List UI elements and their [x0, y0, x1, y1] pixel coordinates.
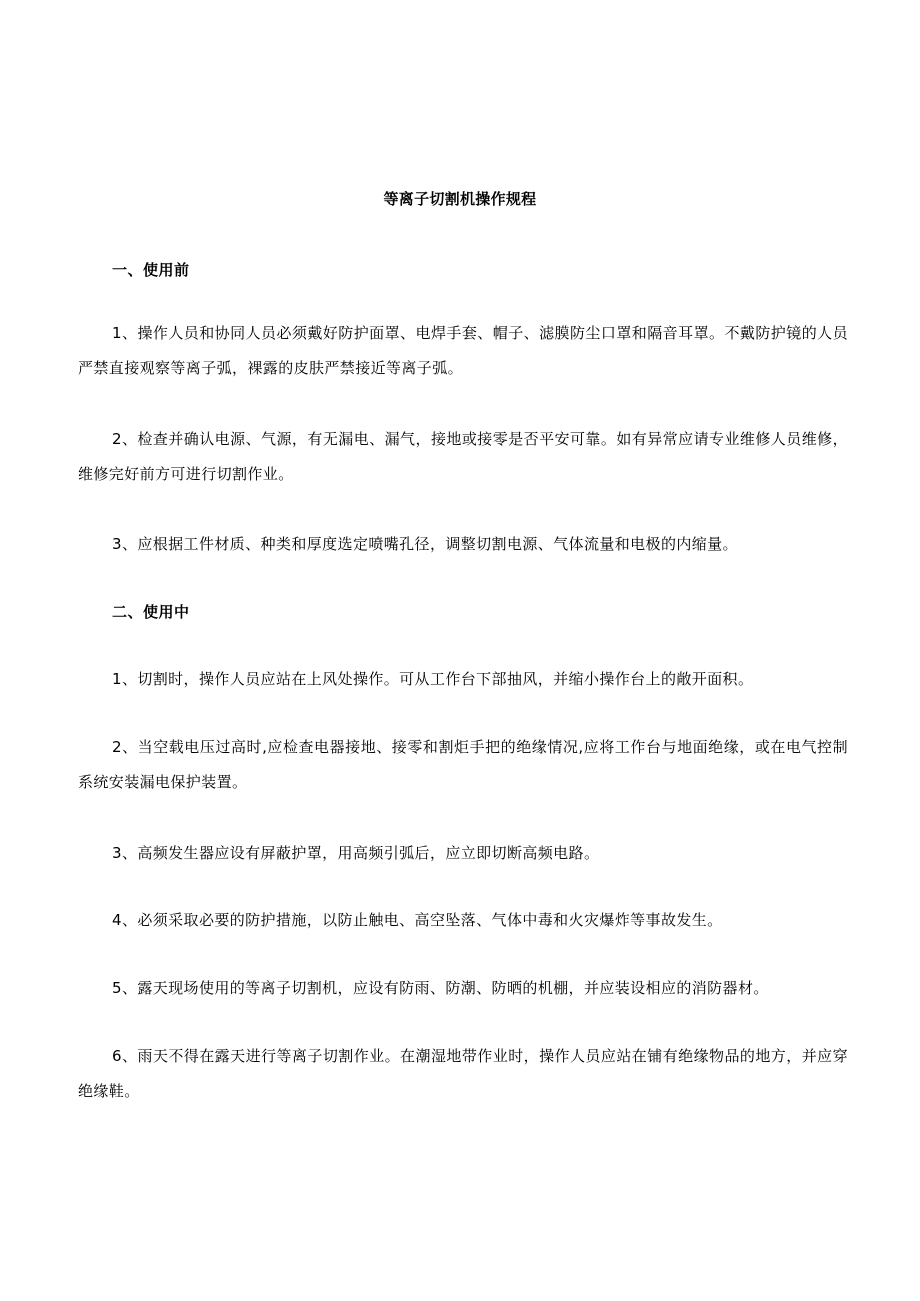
paragraph-during-use-2: 2、当空载电压过高时,应检查电器接地、接零和割炬手把的绝缘情况,应将工作台与地面绝缘，或在电气控制系统安装漏电保护装置。 — [78, 738, 848, 791]
paragraph-before-use-2: 2、检查并确认电源、气源，有无漏电、漏气，接地或接零是否平安可靠。如有异常应请专业维修人员维修，维修完好前方可进行切割作业。 — [78, 430, 848, 483]
paragraph-before-use-1: 1、操作人员和协同人员必须戴好防护面罩、电焊手套、帽子、滤膜防尘口罩和隔音耳罩。不戴防护镜的人员严禁直接观察等离子弧，裸露的皮肤严禁接近等离子弧。 — [78, 324, 848, 377]
paragraph-before-use-3: 3、应根据工件材质、种类和厚度选定喷嘴孔径，调整切割电源、气体流量和电极的内缩量。 — [112, 535, 738, 553]
paragraph-during-use-4: 4、必须采取必要的防护措施，以防止触电、高空坠落、气体中毒和火灾爆炸等事故发生。 — [112, 911, 723, 929]
section-heading-during-use: 二、使用中 — [112, 603, 190, 621]
document-title: 等离子切割机操作规程 — [383, 190, 537, 208]
section-heading-before-use: 一、使用前 — [112, 261, 190, 279]
paragraph-during-use-6: 6、雨天不得在露天进行等离子切割作业。在潮湿地带作业时，操作人员应站在铺有绝缘物品的地方，并应穿绝缘鞋。 — [78, 1047, 848, 1100]
paragraph-during-use-1: 1、切割时，操作人员应站在上风处操作。可从工作台下部抽风，并缩小操作台上的敞开面积。 — [112, 670, 754, 688]
paragraph-during-use-5: 5、露天现场使用的等离子切割机，应设有防雨、防潮、防晒的机棚，并应装设相应的消防器材。 — [112, 979, 769, 997]
paragraph-during-use-3: 3、高频发生器应设有屏蔽护罩，用高频引弧后，应立即切断高频电路。 — [112, 844, 600, 862]
